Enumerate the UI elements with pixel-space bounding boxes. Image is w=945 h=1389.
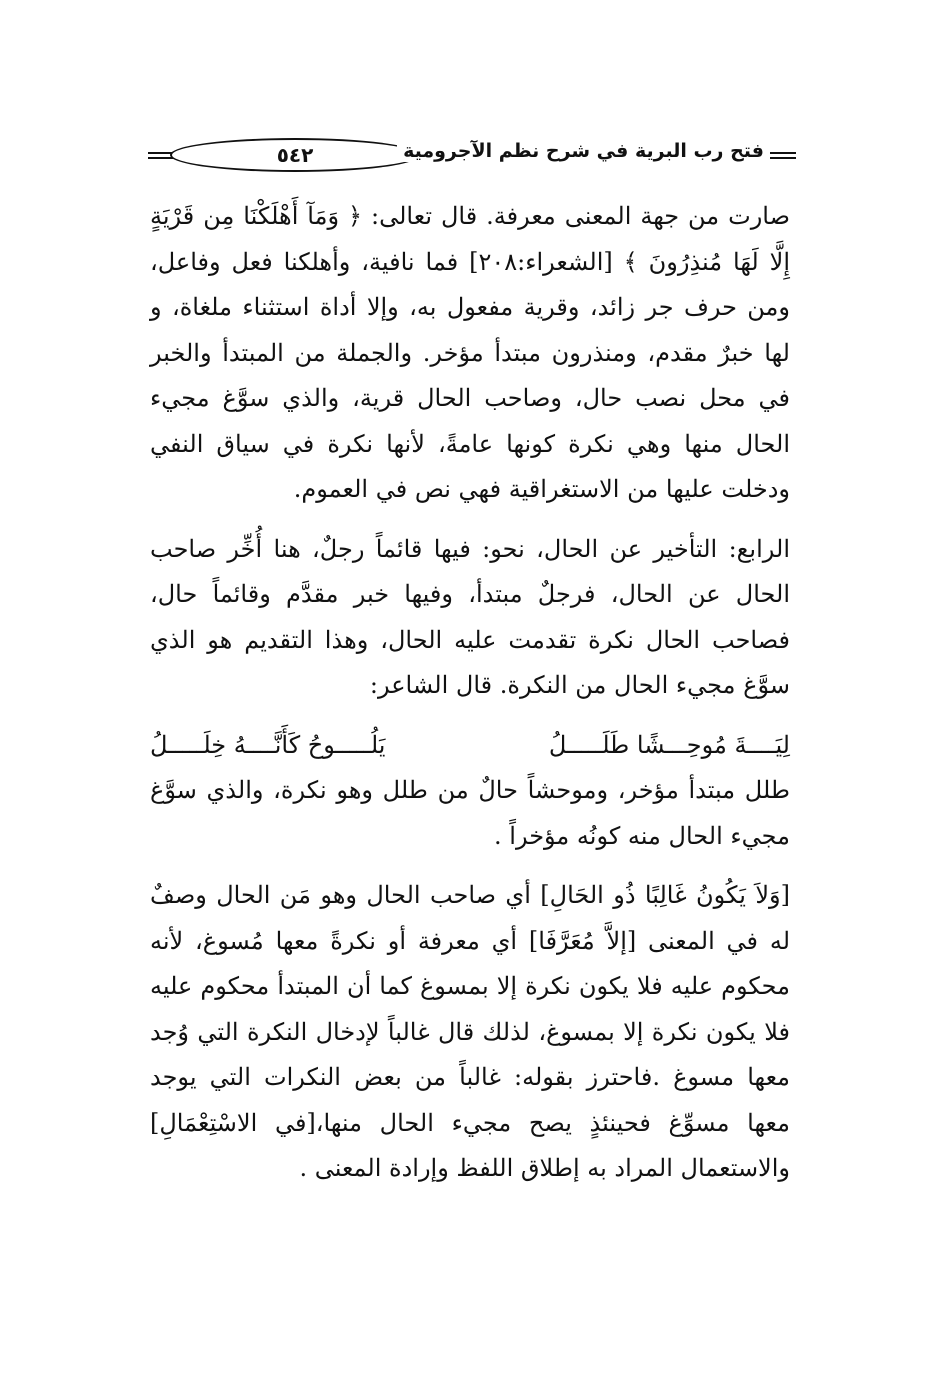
- paragraph: [وَلاَ يَكُونُ غَالِبًا ذُو الحَالِ] أي صاحب الحال وهو مَن الحال وصفٌ له في المعنى [إلاَّ مُعَرَّفَا] أي معرفة أو نكرةً معها مُسوغ، لأنه محكوم عليه فلا يكون نكرة إلا بمسوغ كما أن المبتدأ محكوم عليه فلا يكون نكرة إلا بمسوغ، لذلك قال غالباً لإدخال النكرة التي وُجد معها مسوغ .فاحترز بقوله: غالباً من بعض النكرات التي يوجد معها مسوِّغ فحينئذٍ يصح مجيء الحال منها،[في الاسْتِعْمَالِ] والاستعمال المراد به إطلاق اللفظ وإرادة المعنى .: [150, 881, 791, 1182]
- page-number: ٥٤٢: [276, 143, 314, 167]
- verse-hemistich: يَلُـــــوحُ كَأَنَّــــهُ خِلَـــــلُ: [150, 730, 386, 759]
- paragraph: الرابع: التأخير عن الحال، نحو: فيها قائماً رجلٌ، هنا أُخِّر صاحب الحال عن الحال، فرجلٌ مبتدأ، وفيها خبر مقدَّم وقائماً حال، فصاحب الحال نكرة تقدمت عليه الحال، وهذا التقديم هو الذي سوَّغ مجيء الحال من النكرة. قال الشاعر:: [150, 534, 790, 699]
- page-number-oval: [170, 138, 420, 172]
- paragraph: صارت من جهة المعنى معرفة. قال تعالى: ﴿ وَمَآ أَهْلَكْنَا مِن قَرْيَةٍ إِلَّا لَهَا مُنذِرُونَ ﴾ [الشعراء:٢٠٨] فما نافية، وأهلكنا فعل وفاعل، ومن حرف جر زائد، وقرية مفعول به، وإلا أداة استثناء ملغاة، و لها خبرٌ مقدم، ومنذرون مبتدأ مؤخر. والجملة من المبتدأ والخبر في محل نصب حال، وصاحب الحال قرية، والذي سوَّغ مجيء الحال منها وهي نكرة كونها عامةً، لأنها نكرة في سياق النفي ودخلت عليها من الاستغراقية فهي نص في العموم.: [150, 202, 791, 503]
- page-header: [148, 136, 796, 176]
- poetry-verse: [150, 723, 790, 769]
- book-title: فتح رب البرية في شرح نظم الآجرومية: [397, 140, 770, 162]
- page-body: [150, 194, 790, 1294]
- paragraph: طلل مبتدأ مؤخر، وموحشاً حالٌ من طلل وهو نكرة، والذي سوَّغ مجيء الحال منه كونُه مؤخراً .: [150, 776, 790, 850]
- verse-hemistich: لِيَــــةَ مُوحِـــشًا طَلَـــــلُ: [548, 730, 790, 759]
